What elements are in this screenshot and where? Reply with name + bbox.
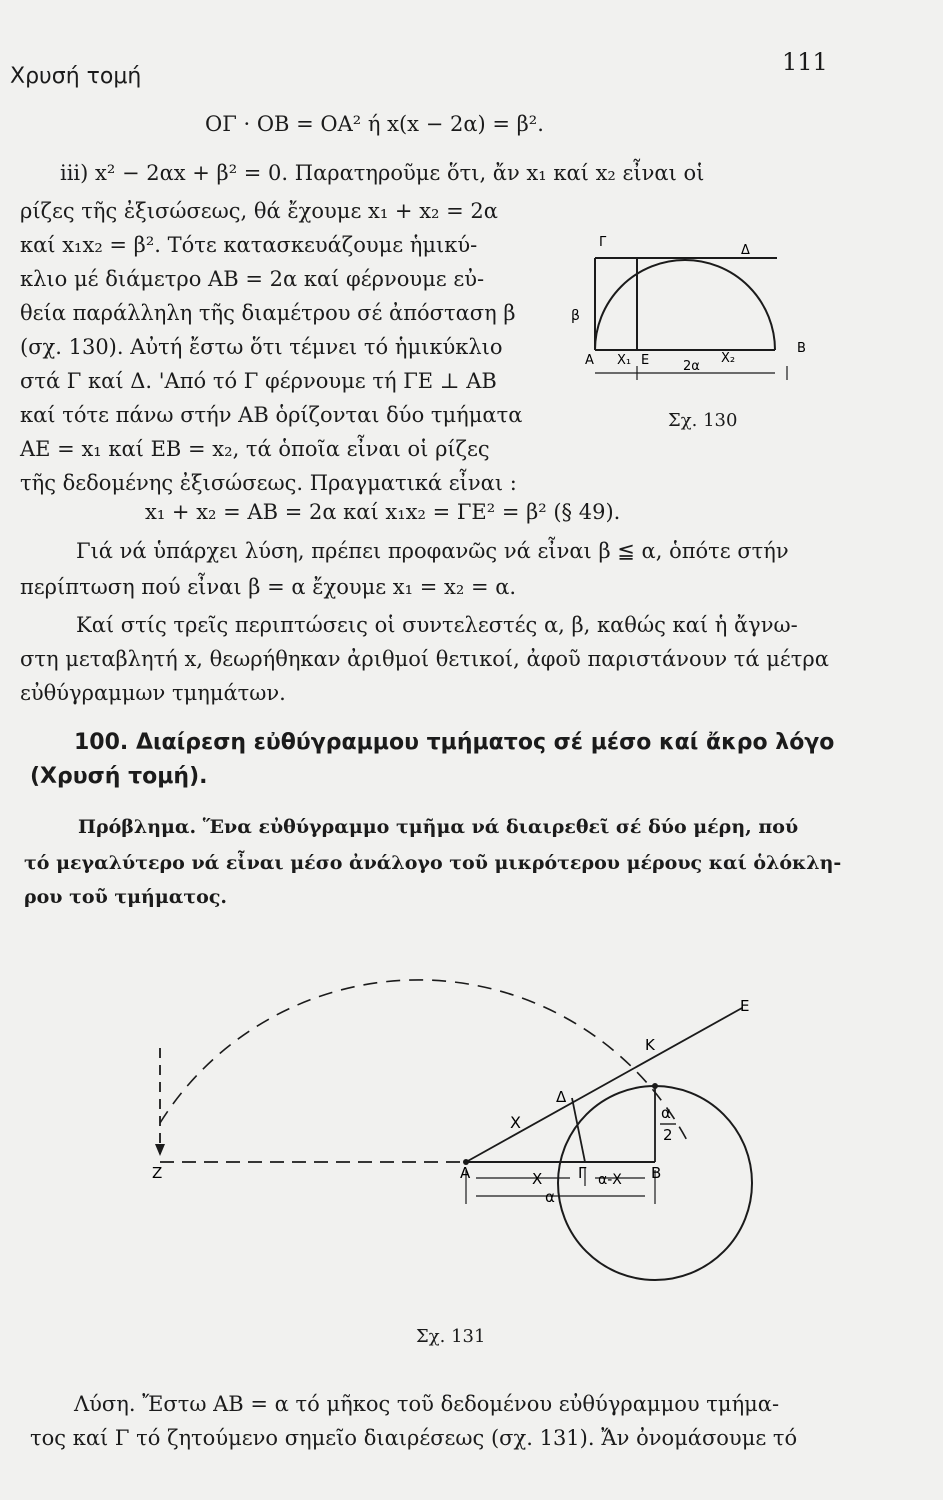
label-beta: β (571, 308, 580, 324)
text-line: στη μεταβλητή x, θεωρήθηκαν ἀριθμοί θετικοί, ἀφοῦ παριστάνουν τά μέτρα (20, 647, 829, 671)
label-delta: Δ (741, 243, 750, 258)
text-line: εὐθύγραμμων τμημάτων. (20, 681, 286, 705)
caption-fig130: Σχ. 130 (668, 410, 738, 431)
semicircle-arc (595, 260, 775, 350)
z-arrow-head (155, 1144, 165, 1156)
label-gamma: Γ (599, 235, 607, 250)
caption-fig131: Σχ. 131 (416, 1326, 486, 1347)
section-heading: 100. Διαίρεση εὐθύγραμμου τμήματος σέ μέσο καί ἄκρο λόγο (74, 730, 835, 755)
label-gamma: Γ (578, 1164, 587, 1182)
label-b: Β (797, 341, 806, 356)
label-k: Κ (645, 1036, 655, 1054)
dashed-arc-az (160, 980, 690, 1146)
text-line: ΑΕ = x₁ καί ΕΒ = x₂, τά ὁποῖα εἶναι οἱ ρίζες (20, 437, 490, 461)
text-line: (σχ. 130). Αὐτή ἔστω ὅτι τέμνει τό ἡμικύκλιο (20, 335, 503, 359)
text-line: iii) x² − 2αx + β² = 0. Παρατηροῦμε ὅτι, ἄν x₁ καί x₂ εἶναι οἱ (60, 161, 705, 185)
label-a-dim: α (545, 1188, 555, 1206)
label-x1: X₁ (617, 353, 632, 368)
text-line: καί x₁x₂ = β². Τότε κατασκευάζουμε ἡμικύ- (20, 233, 478, 257)
solution-text-cont: τος καί Γ τό ζητούμενο σημεῖο διαιρέσεως (σχ. 131). Ἄν ὀνομάσουμε τό (30, 1426, 798, 1450)
label-frac-num: α (661, 1104, 671, 1122)
label-a: Α (460, 1164, 471, 1182)
problem-statement: Πρόβλημα. Ἕνα εὐθύγραμμο τμῆμα νά διαιρεθεῖ σέ δύο μέρη, πού (78, 816, 799, 838)
equation-line: x₁ + x₂ = ΑΒ = 2α καί x₁x₂ = ΓΕ² = β² (§ 49). (145, 500, 621, 524)
text-line: Καί στίς τρεῖς περιπτώσεις οἱ συντελεστές α, β, καθώς καί ἡ ἄγνω- (76, 613, 798, 637)
label-a-minus-x: α-Χ (598, 1172, 622, 1188)
label-x-dim: Χ (532, 1170, 543, 1188)
text-line: καί τότε πάνω στήν ΑΒ ὁρίζονται δύο τμήματα (20, 403, 523, 427)
label-a: Α (585, 353, 594, 368)
point-k (652, 1083, 658, 1089)
text-line: στά Γ καί Δ. 'Από τό Γ φέρνουμε τή ΓΕ ⊥ ΑΒ (20, 369, 497, 393)
secant-ae (466, 1008, 742, 1162)
label-e: Ε (641, 353, 650, 368)
problem-statement-cont: ρου τοῦ τμήματος. (24, 886, 228, 908)
text-line: θεία παράλληλη τῆς διαμέτρου σέ ἀπόσταση β (20, 301, 516, 325)
text-line: ρίζες τῆς ἐξισώσεως, θά ἔχουμε x₁ + x₂ = 2α (20, 199, 498, 223)
text-line: κλιο μέ διάμετρο ΑΒ = 2α καί φέρνουμε εὐ- (20, 267, 485, 291)
text-line: τῆς δεδομένης ἐξισώσεως. Πραγματικά εἶναι : (20, 471, 517, 495)
label-e: Ε (740, 997, 750, 1015)
label-2a: 2α (683, 359, 700, 374)
label-frac-den: 2 (663, 1126, 673, 1144)
problem-statement-cont: τό μεγαλύτερο νά εἶναι μέσο ἀνάλογο τοῦ μικρότερου μέρους καί ὁλόκλη- (24, 852, 842, 874)
text-line: περίπτωση πού εἶναι β = α ἔχουμε x₁ = x₂ = α. (20, 575, 517, 599)
figure-130 (555, 230, 825, 410)
text-line: Γιά νά ὑπάρχει λύση, πρέπει προφανῶς νά εἶναι β ≦ α, ὁπότε στήν (76, 539, 789, 563)
label-delta: Δ (556, 1088, 567, 1106)
running-title: Χρυσή τομή (10, 64, 142, 89)
solution-text: Λύση. Ἔστω ΑΒ = α τό μῆκος τοῦ δεδομένου εὐθύγραμμου τμήμα- (74, 1392, 780, 1416)
page-number: 111 (782, 48, 828, 76)
figure-131 (140, 938, 780, 1318)
label-b: Β (651, 1164, 662, 1182)
equation-line: ΟΓ · ΟΒ = ΟΑ² ή x(x − 2α) = β². (205, 112, 544, 136)
label-x2: X₂ (721, 351, 736, 366)
label-z: Ζ (152, 1164, 163, 1182)
section-heading-cont: (Χρυσή τομή). (30, 764, 208, 789)
label-x: Χ (510, 1113, 521, 1132)
